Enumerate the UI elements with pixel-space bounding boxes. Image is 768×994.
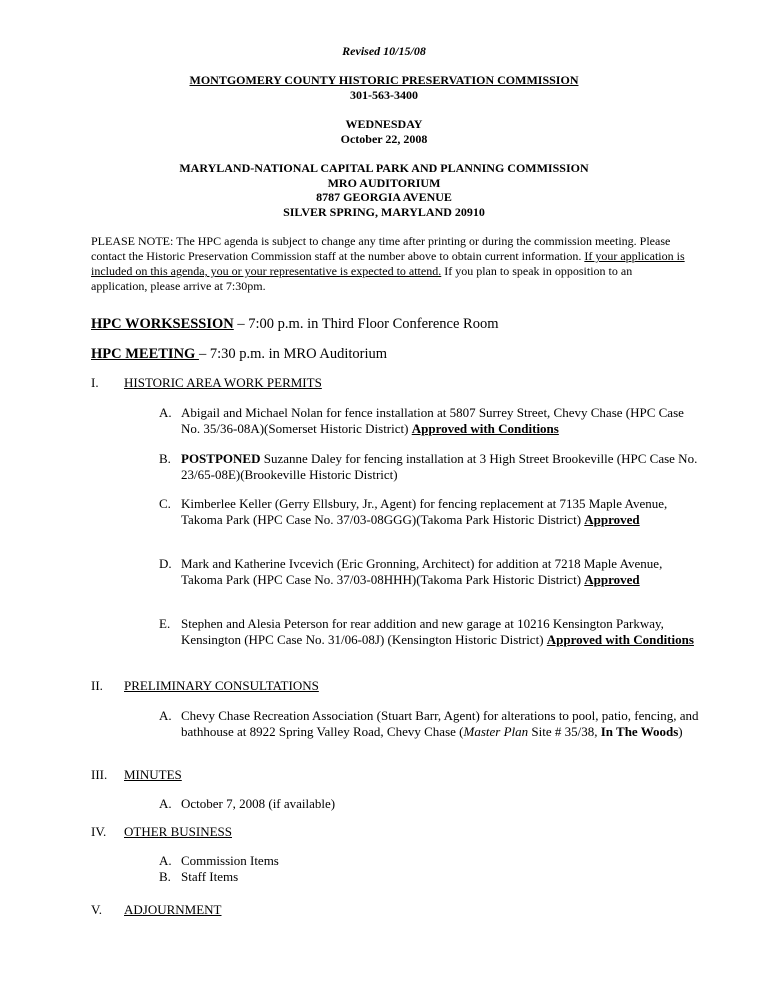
meeting-label: HPC MEETING — [91, 346, 199, 362]
permit-item-e — [159, 616, 699, 648]
other-item-b — [159, 869, 699, 885]
item-text — [181, 616, 699, 648]
item-status: Approved — [584, 572, 640, 587]
item-label: B. — [159, 869, 171, 884]
meeting-date: October 22, 2008 — [340, 131, 428, 146]
revised-date: Revised 10/15/08 — [342, 44, 426, 58]
item-description: Abigail and Michael Nolan for fence installation at 5807 Surrey Street, Chevy Chase (HPC Case No. 35/36-08A)(Somerset Historic District) — [181, 405, 684, 436]
item-close-paren: ) — [678, 724, 683, 739]
item-description: Suzanne Daley for fencing installation at 3 High Street Brookeville (HPC Case No. 23/65-08E)(Brookeville Historic District) — [181, 451, 698, 482]
item-text: Commission Items — [181, 853, 279, 868]
worksession-text: – 7:00 p.m. in Third Floor Conference Room — [233, 316, 499, 332]
minutes-item-a — [159, 796, 699, 812]
item-label: A. — [159, 708, 172, 723]
item-label: C. — [159, 496, 171, 511]
section-title: ADJOURNMENT — [124, 902, 222, 917]
section-number: II. — [91, 678, 103, 693]
item-label: A. — [159, 796, 172, 811]
section-number: V. — [91, 902, 102, 917]
item-description: Kimberlee Keller (Gerry Ellsbury, Jr., Agent) for fencing replacement at 7135 Maple Avenue, Takoma Park (HPC Case No. 37/03-08GGG)(Takoma Park Historic District) — [181, 496, 668, 527]
section-number: III. — [91, 767, 108, 782]
venue-room: MRO AUDITORIUM — [327, 175, 441, 190]
section-title: PRELIMINARY CONSULTATIONS — [124, 678, 319, 693]
item-label: E. — [159, 616, 171, 631]
item-text: Staff Items — [181, 869, 239, 884]
worksession-line — [91, 315, 499, 333]
item-label: A. — [159, 853, 172, 868]
item-site: Site # 35/38, — [528, 724, 601, 739]
item-text — [181, 451, 699, 483]
meeting-date-block — [0, 117, 768, 146]
section-title: MINUTES — [124, 767, 182, 782]
note-text-1: PLEASE NOTE: The HPC agenda is subject to change any time after printing or during the commission meeting. Please contact the Historic Preservation Commission staff at the number above to obtain current information. — [91, 234, 671, 263]
section-title: OTHER BUSINESS — [124, 824, 232, 839]
venue-city: SILVER SPRING, MARYLAND 20910 — [283, 204, 485, 219]
consult-item-a — [159, 708, 699, 740]
section-number: I. — [91, 375, 99, 390]
item-description: Mark and Katherine Ivcevich (Eric Gronning, Architect) for addition at 7218 Maple Avenue, Takoma Park (HPC Case No. 37/03-08HHH)(Takoma Park Historic District) — [181, 556, 663, 587]
commission-phone: 301-563-3400 — [350, 87, 418, 102]
commission-name: MONTGOMERY COUNTY HISTORIC PRESERVATION COMMISSION — [189, 73, 579, 87]
item-text — [181, 496, 699, 528]
section-number: IV. — [91, 824, 107, 839]
item-text — [181, 405, 699, 437]
item-status: Approved with Conditions — [411, 421, 559, 436]
item-status: Approved — [584, 512, 640, 527]
item-description: Stephen and Alesia Peterson for rear addition and new garage at 10216 Kensington Parkway, Kensington (HPC Case No. 31/06-08J) (Kensington Historic District) — [181, 616, 664, 647]
header-org-block — [0, 73, 768, 102]
permit-item-c — [159, 496, 699, 528]
worksession-label: HPC WORKSESSION — [91, 316, 234, 332]
permit-item-a — [159, 405, 699, 437]
other-item-a — [159, 853, 699, 869]
meeting-day: WEDNESDAY — [345, 117, 423, 131]
permit-item-b — [159, 451, 699, 483]
venue-org: MARYLAND-NATIONAL CAPITAL PARK AND PLANNING COMMISSION — [179, 161, 589, 175]
permit-item-d — [159, 556, 699, 588]
meeting-text: – 7:30 p.m. in MRO Auditorium — [198, 346, 388, 362]
item-description: Chevy Chase Recreation Association (Stuart Barr, Agent) for alterations to pool, patio, fencing, and bathhouse at 8922 Spring Valley Road, Chevy Chase ( — [181, 708, 699, 739]
please-note-paragraph — [91, 234, 691, 294]
item-text — [181, 708, 699, 740]
item-text: October 7, 2008 (if available) — [181, 796, 336, 811]
venue-street: 8787 GEORGIA AVENUE — [316, 190, 452, 204]
item-text — [181, 556, 699, 588]
note-attend-notice: If your application is included on this agenda, you or your representative is expected to attend. — [91, 249, 685, 278]
meeting-line — [91, 345, 387, 363]
item-master-plan: Master Plan — [463, 724, 529, 739]
item-label: B. — [159, 451, 171, 466]
venue-block — [0, 161, 768, 219]
note-text-3: If you plan to speak in opposition to an application, please arrive at 7:30pm. — [91, 264, 633, 293]
item-label: D. — [159, 556, 172, 571]
item-site-name: In The Woods — [600, 724, 679, 739]
item-status: Approved with Conditions — [546, 632, 694, 647]
section-title: HISTORIC AREA WORK PERMITS — [124, 375, 322, 390]
item-label: A. — [159, 405, 172, 420]
item-postponed-flag: POSTPONED — [181, 451, 261, 466]
